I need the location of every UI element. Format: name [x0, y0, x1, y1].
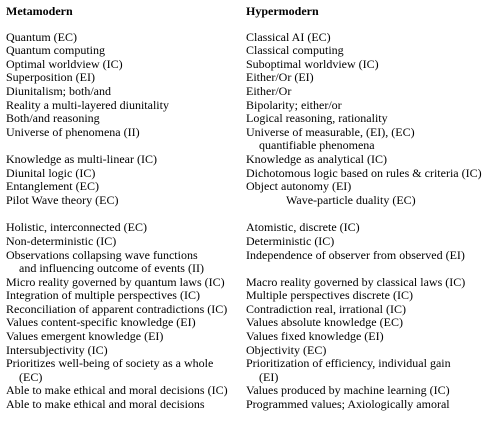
list-item: Independence of observer from observed (EI) — [246, 247, 465, 262]
list-item: Diunital logic (IC) — [6, 165, 96, 180]
list-item: Logical reasoning, rationality — [246, 111, 388, 126]
list-item: Reconciliation of apparent contradictions (IC) — [6, 301, 228, 316]
list-item: Either/Or (EI) — [246, 70, 314, 85]
list-item: quantifiable phenomena — [259, 138, 375, 153]
list-item: Micro reality governed by quantum laws (IC) — [6, 274, 225, 289]
list-item: Classical AI (EC) — [246, 29, 331, 44]
list-item: Classical computing — [246, 43, 344, 58]
list-item: Values fixed knowledge (EI) — [246, 329, 384, 344]
list-item: Programmed values; Axiologically amoral — [246, 397, 450, 412]
metamodern-header: Metamodern — [6, 4, 73, 18]
list-item: Reality a multi-layered diunitality — [6, 97, 169, 112]
list-item: Observations collapsing wave functions — [6, 247, 198, 262]
list-item: Bipolarity; either/or — [246, 97, 342, 112]
list-item: and influencing outcome of events (II) — [19, 261, 204, 276]
list-item: Integration of multiple perspectives (IC) — [6, 288, 200, 303]
list-item: Either/Or — [246, 83, 292, 98]
list-item: Values absolute knowledge (EC) — [246, 315, 403, 330]
list-item: Object autonomy (EI) — [246, 179, 352, 194]
metamodern-group-2 — [6, 221, 244, 411]
hypermodern-column — [246, 5, 498, 412]
list-item: Prioritizes well-being of society as a whole — [6, 356, 214, 371]
list-item: Quantum (EC) — [6, 29, 77, 44]
list-item: Diunitalism; both/and — [6, 83, 111, 98]
list-item: Pilot Wave theory (EC) — [6, 192, 119, 207]
list-item: Able to make ethical and moral decisions — [6, 397, 205, 412]
list-item: Able to make ethical and moral decisions (IC) — [6, 383, 228, 398]
list-item: Wave-particle duality (EC) — [286, 192, 416, 207]
list-item: Intersubjectivity (IC) — [6, 342, 108, 357]
list-item: Knowledge as analytical (IC) — [246, 151, 387, 166]
list-item: Prioritization of efficiency, individual gain — [246, 356, 451, 371]
metamodern-column — [6, 5, 244, 412]
group-divider — [6, 207, 244, 221]
list-item: Holistic, interconnected (EC) — [6, 220, 147, 235]
hypermodern-group-2 — [246, 221, 498, 411]
list-item: Dichotomous logic based on rules & criteria (IC) — [246, 165, 482, 180]
list-item: Entanglement (EC) — [6, 179, 99, 194]
list-item: Non-deterministic (IC) — [6, 233, 117, 248]
list-item: Suboptimal worldview (IC) — [246, 56, 379, 71]
list-item: (EC) — [19, 369, 43, 384]
list-item: Contradiction real, irrational (IC) — [246, 301, 406, 316]
list-item-spacer — [6, 139, 244, 153]
list-item: Both/and reasoning — [6, 111, 100, 126]
list-item: Deterministic (IC) — [246, 233, 335, 248]
hypermodern-header: Hypermodern — [246, 4, 319, 18]
list-item-spacer — [246, 262, 498, 276]
group-divider — [246, 207, 498, 221]
list-item: Macro reality governed by classical laws (IC) — [246, 274, 466, 289]
list-item: Values emergent knowledge (EI) — [6, 329, 164, 344]
list-item: Optimal worldview (IC) — [6, 56, 123, 71]
list-item: Universe of measurable, (EI), (EC) — [246, 124, 415, 139]
list-item: Universe of phenomena (II) — [6, 124, 140, 139]
list-item: Values produced by machine learning (IC) — [246, 383, 450, 398]
metamodern-group-1 — [6, 31, 244, 208]
list-item: Values content-specific knowledge (EI) — [6, 315, 196, 330]
list-item: Superposition (EI) — [6, 70, 95, 85]
list-item: Knowledge as multi-linear (IC) — [6, 151, 157, 166]
list-item: Multiple perspectives discrete (IC) — [246, 288, 413, 303]
list-item: Objectivity (EC) — [246, 342, 327, 357]
hypermodern-group-1 — [246, 31, 498, 208]
list-item: Quantum computing — [6, 43, 105, 58]
list-item: Atomistic, discrete (IC) — [246, 220, 360, 235]
list-item: (EI) — [259, 369, 279, 384]
